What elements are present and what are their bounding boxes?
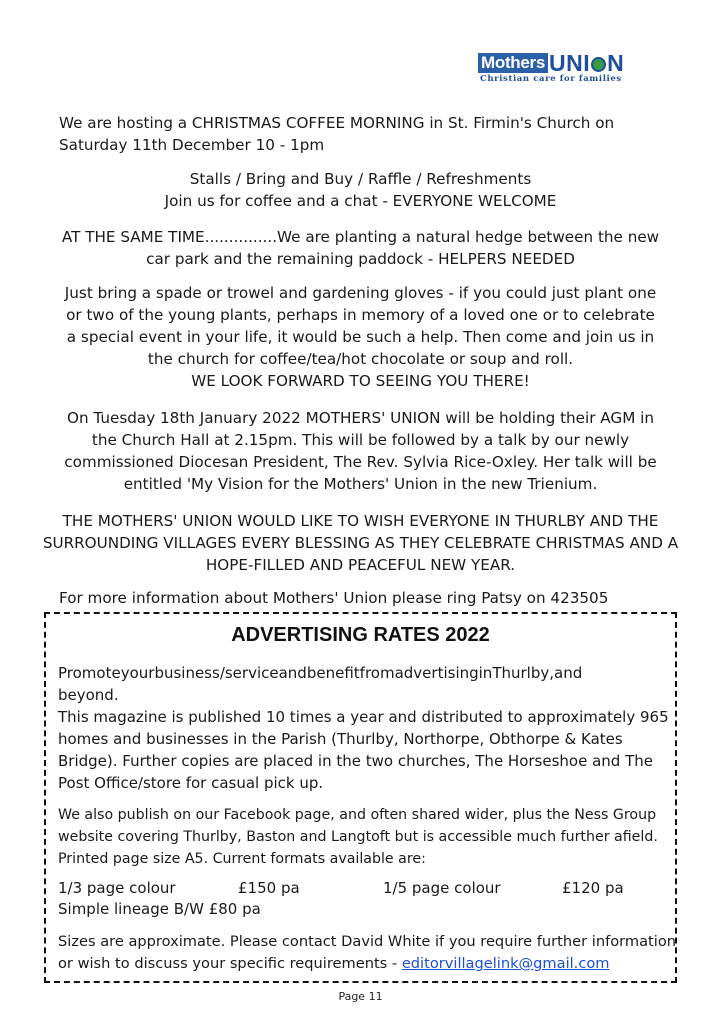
christmas-wish-paragraph: THE MOTHERS' UNION WOULD LIKE TO WISH EVERYONE IN THURLBY AND THE SURROUNDING VILLAGES EVERY BLESSING AS THEY CELEBRATE CHRISTMAS AND A HOPE-FILLED AND PEACEFUL NEW YEAR. (42, 512, 679, 574)
logo-word-mothers: Mothers (478, 53, 548, 73)
justified-line: Promoteyourbusiness/serviceandbenefitfromadvertisinginThurlby,and (58, 664, 583, 682)
rates-list (58, 878, 664, 920)
advertising-facebook-paragraph: We also publish on our Facebook page, and often shared wider, plus the Ness Group website covering Thurlby, Baston and Langtoft but is accessible much further afield. Printed page size A5. Current formats available are: (58, 807, 658, 867)
advertising-title: ADVERTISING RATES 2022 (231, 624, 490, 646)
stalls-paragraph: Stalls / Bring and Buy / Raffle / Refreshments Join us for coffee and a chat - EVERYONE WELCOME (164, 170, 557, 210)
hedge-paragraph: AT THE SAME TIME...............We are planting a natural hedge between the new car park and the remaining paddock - HELPERS NEEDED (61, 228, 660, 268)
mothers-union-logo (476, 52, 652, 88)
rate-price: £120 pa (562, 879, 624, 897)
email-link[interactable]: editorvillagelink@gmail.com (401, 955, 610, 972)
page-number: Page 11 (338, 990, 383, 1003)
rate-row (58, 899, 664, 920)
logo-tagline: Christian care for families (480, 74, 622, 84)
agm-paragraph: On Tuesday 18th January 2022 MOTHERS' UNION will be holding their AGM in the Church Hall at 2.15pm. This will be followed by a talk by our newly commissioned Diocesan President, The Rev. Sylvia Rice-Oxley. Her talk will be entitled 'My Vision for the Mothers' Union in the new Trienium. (64, 409, 657, 493)
rate-row (58, 878, 664, 899)
advertising-rates-box (44, 612, 677, 983)
rate-label: 1/3 page colour (58, 879, 176, 897)
rate-price: £150 pa (238, 879, 300, 897)
coffee-morning-paragraph: We are hosting a CHRISTMAS COFFEE MORNING in St. Firmin's Church on Saturday 11th December 10 - 1pm (59, 114, 615, 154)
contact-info-line: For more information about Mothers' Union please ring Patsy on 423505 (59, 589, 609, 607)
globe-icon (591, 57, 606, 72)
advertising-contact-paragraph: Sizes are approximate. Please contact David White if you require further information or wish to discuss your specific requirements - editorvillagelink@gmail.com (58, 933, 677, 972)
rate-lineage: Simple lineage B/W £80 pa (58, 900, 261, 918)
helpers-paragraph: Just bring a spade or trowel and gardening gloves - if you could just plant one or two of the young plants, perhaps in memory of a loved one or to celebrate a special event in your life, it would be such a help. Then come and join us in the church for coffee/tea/hot chocolate or soup and roll. WE LOOK FORWARD TO SEEING YOU THERE! (64, 284, 657, 390)
rate-label: 1/5 page colour (383, 879, 501, 897)
advertising-intro-paragraph: Promoteyourbusiness/serviceandbenefitfromadvertisinginThurlby,and beyond. This magazine is published 10 times a year and distributed to approximately 965 homes and businesses in the Parish (Thurlby, Northorpe, Obthorpe & Kates Bridge). Further copies are placed in the two churches, The Horseshoe and The Post Office/store for casual pick up. (58, 664, 669, 792)
logo-word-union: UNI N (549, 50, 625, 76)
